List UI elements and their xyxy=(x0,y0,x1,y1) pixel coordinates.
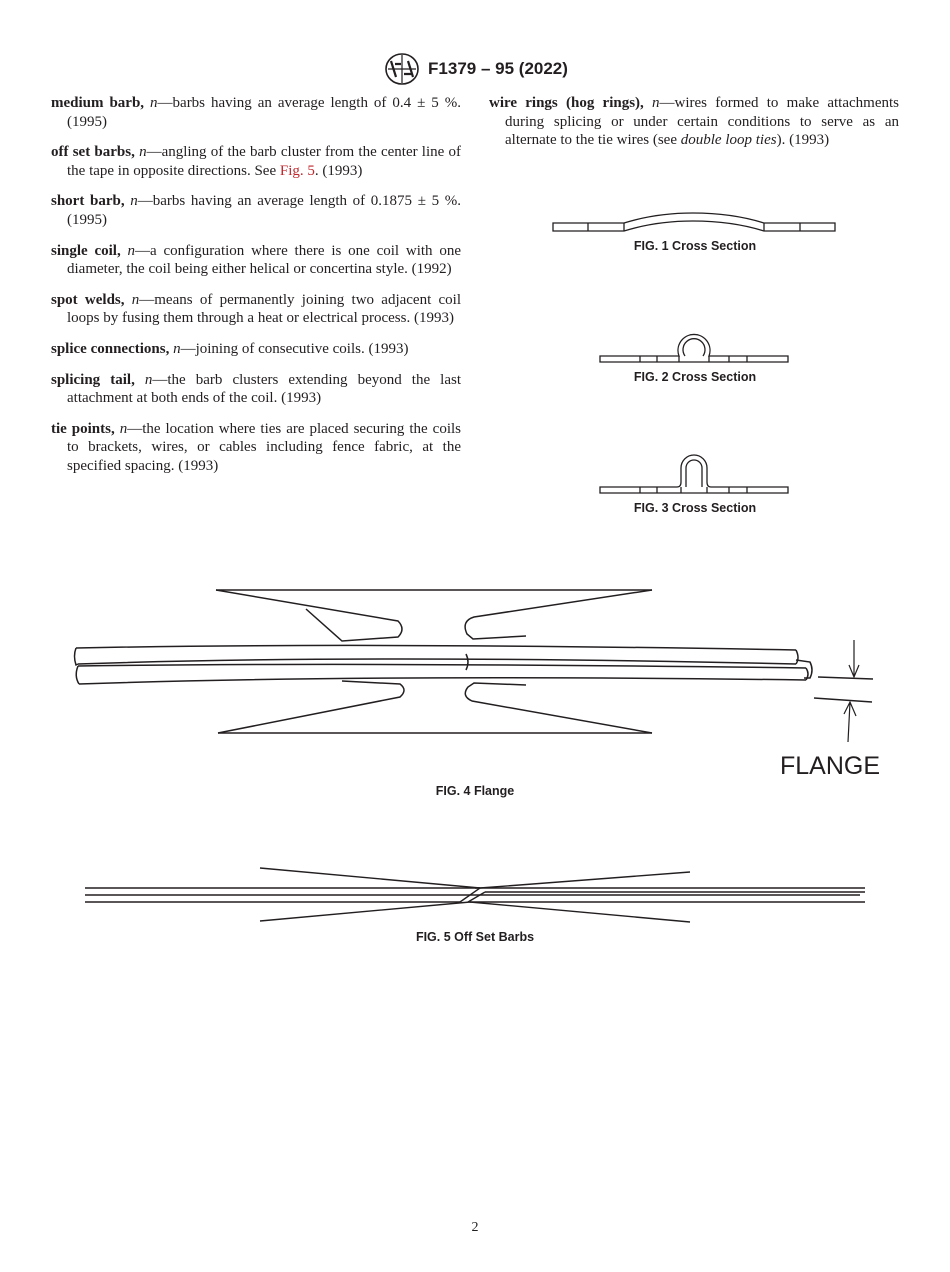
term: tie points, xyxy=(51,420,115,437)
definition-text: ). (1993) xyxy=(776,132,830,149)
fig-1-caption: FIG. 1 Cross Section xyxy=(633,239,757,253)
definition-text: —joining of consecutive coils. (1993) xyxy=(180,340,409,357)
term: short barb, xyxy=(51,193,125,210)
part-of-speech: n xyxy=(131,291,140,308)
definition-text: —barbs having an average length of 0.1875 ± 5 %. (1995) xyxy=(67,193,461,228)
definition-splicing-tail xyxy=(51,371,461,408)
fig-5-caption: FIG. 5 Off Set Barbs xyxy=(415,930,535,944)
left-column xyxy=(51,94,461,488)
definition-splice-connections xyxy=(51,340,461,359)
fig-3-cross-section-drawing xyxy=(597,450,791,496)
definition-wire-rings xyxy=(489,94,899,150)
term: spot welds, xyxy=(51,291,125,308)
part-of-speech: n xyxy=(173,340,181,357)
fig-2-caption: FIG. 2 Cross Section xyxy=(633,370,757,384)
cross-reference: double loop ties xyxy=(680,132,777,149)
fig-4-flange-label: FLANGE xyxy=(780,752,881,780)
definition-text: —barbs having an average length of 0.4 ± 5 %. (1995) xyxy=(67,95,462,130)
fig-1-cross-section-drawing xyxy=(550,208,840,236)
part-of-speech: n xyxy=(652,95,660,111)
fig-5-link[interactable]: Fig. 5 xyxy=(279,162,315,179)
right-column xyxy=(489,94,899,162)
term: medium barb, xyxy=(51,95,145,111)
definition-text: —the location where ties are placed securing the coils to brackets, wires, or cables including fence fabric, at the specified spacing. (1993) xyxy=(67,420,461,474)
term: splicing tail, xyxy=(51,371,135,388)
definition-text: —the barb clusters extending beyond the last attachment at both ends of the coil. (1993) xyxy=(67,371,462,407)
definition-medium-barb xyxy=(51,94,461,131)
part-of-speech: n xyxy=(139,144,147,161)
term: wire rings (hog rings), xyxy=(489,95,644,111)
definition-text: —means of permanently joining two adjacent coil loops by fusing them through a heat or electrical process. (1993) xyxy=(67,291,462,327)
part-of-speech: n xyxy=(144,371,153,388)
definition-text: . (1993) xyxy=(314,162,363,179)
page-number: 2 xyxy=(471,1220,479,1235)
definition-off-set-barbs xyxy=(51,143,461,180)
definition-short-barb xyxy=(51,192,461,229)
definition-text: —a configuration where there is one coil with one diameter, the coil being either helical or concertina style. (1992) xyxy=(67,242,461,278)
term: single coil, xyxy=(51,242,121,259)
definition-tie-points xyxy=(51,420,461,476)
part-of-speech: n xyxy=(127,242,136,259)
page-header xyxy=(0,52,950,86)
fig-5-off-set-barbs-drawing xyxy=(80,862,870,928)
definition-single-coil xyxy=(51,242,461,279)
definition-spot-welds xyxy=(51,291,461,328)
astm-logo-icon xyxy=(382,52,422,86)
part-of-speech: n xyxy=(150,95,158,111)
term: splice connections, xyxy=(51,340,170,357)
term: off set barbs, xyxy=(51,144,135,161)
part-of-speech: n xyxy=(130,193,138,210)
definition-text: —wires formed to make attachments during splicing or under certain conditions to serve as an alternate to the tie wires (see xyxy=(505,95,899,149)
fig-3-caption: FIG. 3 Cross Section xyxy=(633,501,757,515)
part-of-speech: n xyxy=(119,420,128,437)
definition-text: —angling of the barb cluster from the center line of the tape in opposite directions. See xyxy=(67,144,462,179)
fig-2-cross-section-drawing xyxy=(597,318,791,366)
document-designation: F1379 – 95 (2022) xyxy=(428,59,568,78)
fig-4-caption: FIG. 4 Flange xyxy=(435,784,515,798)
fig-4-flange-drawing xyxy=(66,584,886,784)
